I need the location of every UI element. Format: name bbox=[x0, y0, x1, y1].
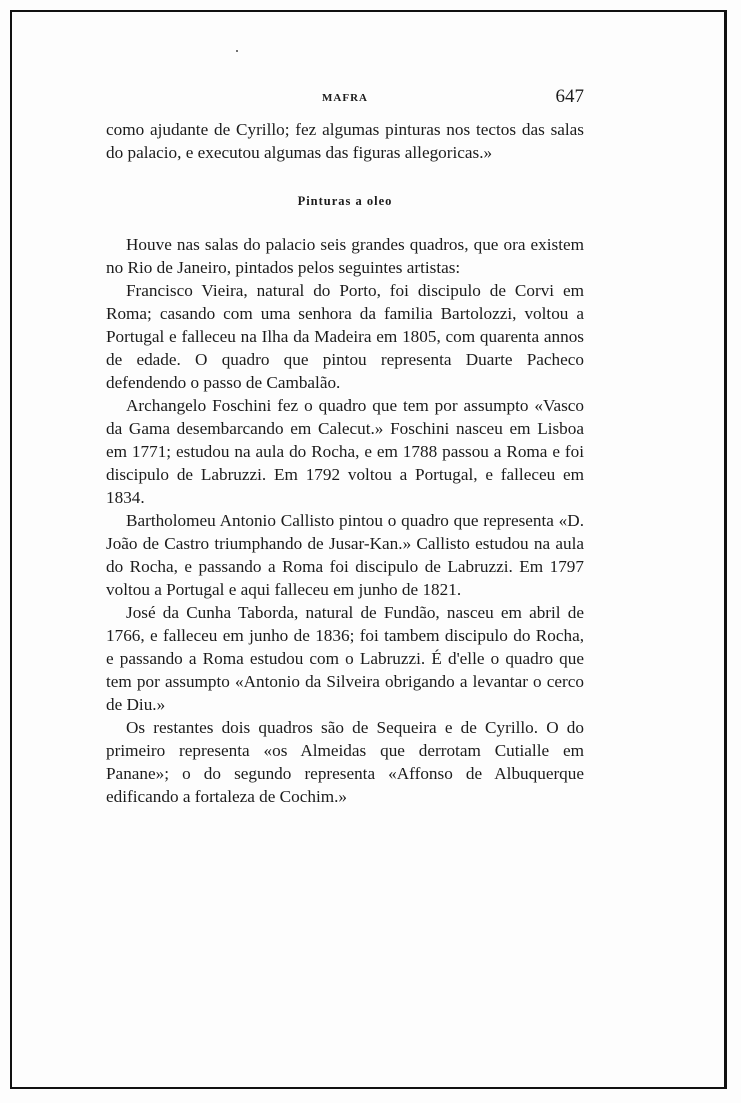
print-speck bbox=[236, 50, 238, 52]
paragraph-sequeira-cyrillo: Os restantes dois quadros são de Sequeira e de Cyrillo. O do primeiro representa «os Almeidas que derrotam Cutialle em Panane»; o do segundo representa «Affonso de Albuquerque edificando a fortaleza de Cochim.» bbox=[106, 718, 584, 806]
paragraph-francisco-vieira: Francisco Vieira, natural do Porto, foi discipulo de Corvi em Roma; casando com uma senhora da familia Bartolozzi, voltou a Portugal e falleceu na Ilha da Madeira em 1805, com quarenta annos de edade. O quadro que pintou representa Duarte Pacheco defendendo o passo de Cambalão. bbox=[106, 281, 584, 392]
page-header bbox=[106, 84, 584, 114]
section-heading: Pinturas a oleo bbox=[297, 194, 393, 208]
running-title: MAFRA bbox=[322, 92, 368, 104]
paragraph-archangelo-foschini: Archangelo Foschini fez o quadro que tem por assumpto «Vasco da Gama desembarcando em Calecut.» Foschini nasceu em Lisboa em 1771; estudou na aula do Rocha, e em 1788 passou a Roma e foi discipulo de Labruzzi. Em 1792 voltou a Portugal, e falleceu em 1834. bbox=[106, 396, 584, 507]
paragraph-bartholomeu-callisto: Bartholomeu Antonio Callisto pintou o quadro que representa «D. João de Castro triumphando de Jusar-Kan.» Callisto estudou na aula do Rocha, e passando a Roma foi discipulo de Labruzzi. Em 1797 voltou a Portugal e aqui falleceu em junho de 1821. bbox=[106, 511, 584, 599]
page-number: 647 bbox=[555, 86, 584, 107]
paragraph-intro: Houve nas salas do palacio seis grandes quadros, que ora existem no Rio de Janeiro, pintados pelos seguintes artistas: bbox=[106, 235, 584, 277]
page-body bbox=[106, 118, 584, 808]
continuation-paragraph: como ajudante de Cyrillo; fez algumas pinturas nos tectos das salas do palacio, e executou algumas das figuras allegoricas.» bbox=[106, 120, 584, 162]
paragraph-jose-taborda: José da Cunha Taborda, natural de Fundão, nasceu em abril de 1766, e falleceu em junho de 1836; foi tambem discipulo do Rocha, e passando a Roma estudou com o Labruzzi. É d'elle o quadro que tem por assumpto «Antonio da Silveira obrigando a levantar o cerco de Diu.» bbox=[106, 603, 584, 714]
